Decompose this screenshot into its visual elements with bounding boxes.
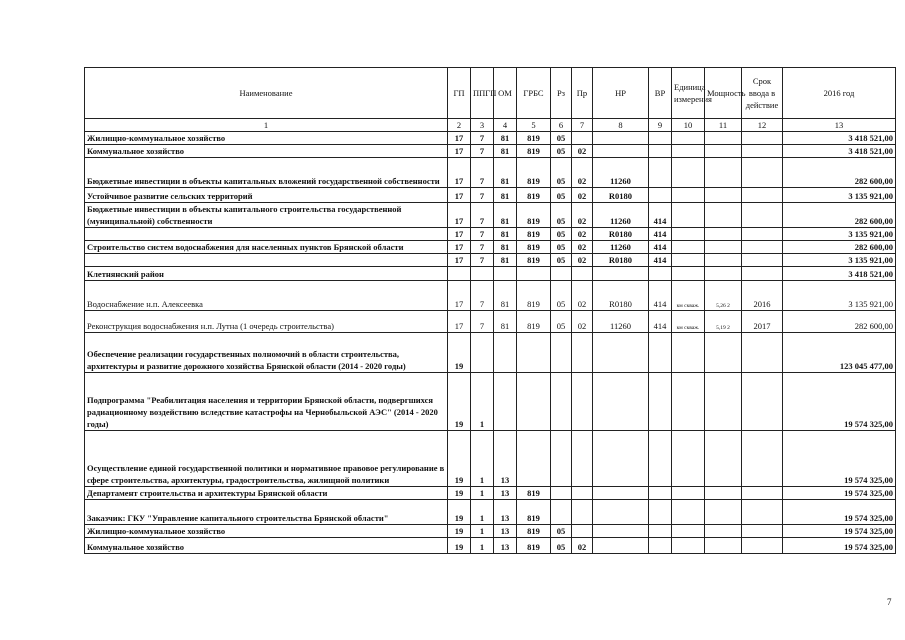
- cell-om: 13: [494, 538, 517, 554]
- cell-nr: [593, 145, 649, 158]
- cell-rz: 05: [551, 254, 572, 267]
- row-name: Коммунальное хозяйство: [85, 538, 448, 554]
- cell-om: 81: [494, 254, 517, 267]
- cell-term: [742, 145, 783, 158]
- cell-ppg: 7: [471, 311, 494, 333]
- row-name: Обеспечение реализации государственных полномочий в области строительства, архитектуры и развитие дорожного хозяйства Брянской области (2014 - 2020 годы): [85, 333, 448, 373]
- cell-ppg: 7: [471, 158, 494, 188]
- cell-vr: [649, 500, 672, 525]
- cell-grbs: 819: [517, 132, 551, 145]
- cell-pr: [572, 500, 593, 525]
- cell-power: 5,26 2: [705, 281, 742, 311]
- cell-vr: [649, 267, 672, 281]
- cell-rz: [551, 431, 572, 487]
- cell-gp: 17: [448, 132, 471, 145]
- header-vr: ВР: [649, 68, 672, 119]
- cell-nr: [593, 500, 649, 525]
- cell-vr: 414: [649, 228, 672, 241]
- header-power: Мощность: [705, 68, 742, 119]
- cell-unit: [672, 158, 705, 188]
- cell-ppg: 1: [471, 500, 494, 525]
- cell-grbs: [517, 431, 551, 487]
- col-number: 9: [649, 119, 672, 132]
- row-name: Бюджетные инвестиции в объекты капитальных вложений государственной собственности: [85, 158, 448, 188]
- cell-pr: 02: [572, 281, 593, 311]
- cell-om: 81: [494, 188, 517, 203]
- cell-rz: 05: [551, 145, 572, 158]
- table-row: [85, 267, 896, 281]
- cell-rz: [551, 333, 572, 373]
- cell-rz: 05: [551, 188, 572, 203]
- cell-grbs: 819: [517, 538, 551, 554]
- cell-vr: 414: [649, 281, 672, 311]
- cell-vr: 414: [649, 241, 672, 254]
- cell-ppg: 1: [471, 487, 494, 500]
- cell-om: 81: [494, 281, 517, 311]
- cell-rz: 05: [551, 281, 572, 311]
- cell-term: 2017: [742, 311, 783, 333]
- col-number: 12: [742, 119, 783, 132]
- cell-vr: [649, 525, 672, 538]
- cell-om: 13: [494, 525, 517, 538]
- cell-rz: 05: [551, 132, 572, 145]
- cell-amount: 19 574 325,00: [783, 538, 896, 554]
- cell-grbs: 819: [517, 188, 551, 203]
- cell-gp: 19: [448, 333, 471, 373]
- table-row: [85, 311, 896, 333]
- table-row: [85, 500, 896, 525]
- cell-amount: 3 135 921,00: [783, 281, 896, 311]
- cell-om: [494, 333, 517, 373]
- cell-power: [705, 228, 742, 241]
- cell-om: 81: [494, 132, 517, 145]
- cell-term: [742, 525, 783, 538]
- cell-nr: [593, 525, 649, 538]
- col-number: 13: [783, 119, 896, 132]
- cell-power: [705, 500, 742, 525]
- cell-pr: [572, 487, 593, 500]
- cell-nr: R0180: [593, 254, 649, 267]
- cell-ppg: 7: [471, 241, 494, 254]
- cell-ppg: 7: [471, 254, 494, 267]
- cell-nr: 11260: [593, 311, 649, 333]
- header-year: 2016 год: [783, 68, 896, 119]
- cell-gp: 19: [448, 431, 471, 487]
- cell-power: [705, 373, 742, 431]
- cell-unit: [672, 267, 705, 281]
- cell-pr: [572, 431, 593, 487]
- row-name: Осуществление единой государственной политики и нормативное правовое регулирование в сфере строительства, архитектуры, градостроительства, жилищной политики: [85, 431, 448, 487]
- cell-grbs: 819: [517, 228, 551, 241]
- row-name: Коммунальное хозяйство: [85, 145, 448, 158]
- cell-rz: 05: [551, 203, 572, 228]
- header-pr: Пр: [572, 68, 593, 119]
- cell-rz: 05: [551, 241, 572, 254]
- header-grbs: ГРБС: [517, 68, 551, 119]
- cell-term: [742, 228, 783, 241]
- table-row: [85, 241, 896, 254]
- cell-power: [705, 333, 742, 373]
- header-nr: НР: [593, 68, 649, 119]
- cell-term: [742, 487, 783, 500]
- cell-ppg: [471, 333, 494, 373]
- cell-rz: 05: [551, 311, 572, 333]
- cell-pr: 02: [572, 228, 593, 241]
- cell-om: 81: [494, 241, 517, 254]
- cell-gp: 17: [448, 158, 471, 188]
- cell-term: [742, 373, 783, 431]
- cell-rz: 05: [551, 228, 572, 241]
- cell-pr: 02: [572, 254, 593, 267]
- col-number: 10: [672, 119, 705, 132]
- header-ppg: ППГП: [471, 68, 494, 119]
- cell-om: 81: [494, 203, 517, 228]
- cell-ppg: 7: [471, 281, 494, 311]
- cell-pr: 02: [572, 158, 593, 188]
- cell-amount: 282 600,00: [783, 311, 896, 333]
- cell-unit: [672, 241, 705, 254]
- col-number: 4: [494, 119, 517, 132]
- cell-rz: 05: [551, 525, 572, 538]
- table-row: [85, 145, 896, 158]
- cell-term: [742, 500, 783, 525]
- cell-nr: 11260: [593, 158, 649, 188]
- cell-grbs: 819: [517, 158, 551, 188]
- cell-term: [742, 538, 783, 554]
- cell-gp: 19: [448, 487, 471, 500]
- cell-gp: 19: [448, 500, 471, 525]
- cell-power: [705, 431, 742, 487]
- cell-nr: R0180: [593, 228, 649, 241]
- cell-gp: 17: [448, 281, 471, 311]
- header-om: ОМ: [494, 68, 517, 119]
- cell-om: 81: [494, 158, 517, 188]
- cell-term: [742, 158, 783, 188]
- row-name: Подпрограмма "Реабилитация населения и территории Брянской области, подвергшихся радиационному воздействию вследствие катастрофы на Чернобыльской АЭС" (2014 - 2020 годы): [85, 373, 448, 431]
- cell-gp: 17: [448, 228, 471, 241]
- cell-ppg: 1: [471, 373, 494, 431]
- cell-om: 13: [494, 431, 517, 487]
- cell-om: 13: [494, 500, 517, 525]
- cell-ppg: [471, 267, 494, 281]
- cell-unit: [672, 500, 705, 525]
- row-name: Устойчивое развитие сельских территорий: [85, 188, 448, 203]
- cell-amount: 19 574 325,00: [783, 431, 896, 487]
- cell-amount: 19 574 325,00: [783, 373, 896, 431]
- cell-power: [705, 525, 742, 538]
- cell-pr: 02: [572, 311, 593, 333]
- cell-vr: [649, 132, 672, 145]
- cell-amount: 3 135 921,00: [783, 228, 896, 241]
- cell-amount: 19 574 325,00: [783, 500, 896, 525]
- cell-gp: 17: [448, 188, 471, 203]
- cell-gp: 17: [448, 241, 471, 254]
- cell-nr: R0180: [593, 188, 649, 203]
- cell-pr: 02: [572, 188, 593, 203]
- cell-nr: [593, 487, 649, 500]
- cell-grbs: 819: [517, 241, 551, 254]
- cell-gp: 19: [448, 525, 471, 538]
- cell-gp: 19: [448, 538, 471, 554]
- cell-ppg: 7: [471, 132, 494, 145]
- cell-vr: [649, 373, 672, 431]
- row-name: Заказчик: ГКУ "Управление капитального строительства Брянской области": [85, 500, 448, 525]
- cell-term: [742, 203, 783, 228]
- cell-grbs: 819: [517, 525, 551, 538]
- cell-ppg: 1: [471, 525, 494, 538]
- cell-nr: R0180: [593, 281, 649, 311]
- cell-unit: [672, 132, 705, 145]
- column-number-row: [85, 119, 896, 132]
- col-number: 5: [517, 119, 551, 132]
- cell-term: [742, 267, 783, 281]
- table-row: [85, 203, 896, 228]
- row-name: Жилищно-коммунальное хозяйство: [85, 132, 448, 145]
- cell-vr: 414: [649, 311, 672, 333]
- cell-vr: 414: [649, 254, 672, 267]
- cell-unit: [672, 525, 705, 538]
- cell-grbs: [517, 267, 551, 281]
- row-name: Жилищно-коммунальное хозяйство: [85, 525, 448, 538]
- col-number: 3: [471, 119, 494, 132]
- cell-unit: [672, 487, 705, 500]
- cell-ppg: 7: [471, 203, 494, 228]
- cell-unit: [672, 254, 705, 267]
- cell-om: 81: [494, 228, 517, 241]
- cell-gp: [448, 267, 471, 281]
- col-number: 1: [85, 119, 448, 132]
- cell-pr: [572, 132, 593, 145]
- cell-unit: [672, 373, 705, 431]
- cell-pr: 02: [572, 538, 593, 554]
- cell-unit: [672, 203, 705, 228]
- cell-grbs: [517, 373, 551, 431]
- cell-pr: 02: [572, 145, 593, 158]
- cell-vr: [649, 145, 672, 158]
- row-name: Бюджетные инвестиции в объекты капитального строительства государственной (муниципальной) собственности: [85, 203, 448, 228]
- cell-pr: 02: [572, 241, 593, 254]
- cell-vr: [649, 158, 672, 188]
- cell-nr: 11260: [593, 203, 649, 228]
- budget-table: [84, 67, 896, 554]
- cell-term: [742, 132, 783, 145]
- cell-power: [705, 254, 742, 267]
- cell-vr: [649, 333, 672, 373]
- header-row: [85, 68, 896, 119]
- table-row: [85, 487, 896, 500]
- cell-gp: 17: [448, 311, 471, 333]
- cell-term: [742, 333, 783, 373]
- table-row: [85, 373, 896, 431]
- cell-om: [494, 373, 517, 431]
- cell-ppg: 7: [471, 188, 494, 203]
- cell-om: 81: [494, 311, 517, 333]
- row-name: Департамент строительства и архитектуры Брянской области: [85, 487, 448, 500]
- cell-pr: [572, 525, 593, 538]
- cell-nr: [593, 538, 649, 554]
- cell-grbs: 819: [517, 281, 551, 311]
- table-row: [85, 132, 896, 145]
- row-name: [85, 228, 448, 241]
- cell-power: [705, 203, 742, 228]
- cell-unit: [672, 538, 705, 554]
- header-rz: Рз: [551, 68, 572, 119]
- cell-unit: км скваж.: [672, 281, 705, 311]
- cell-om: [494, 267, 517, 281]
- col-number: 6: [551, 119, 572, 132]
- cell-gp: 17: [448, 254, 471, 267]
- cell-grbs: 819: [517, 311, 551, 333]
- header-term: Срок ввода в действие: [742, 68, 783, 119]
- cell-rz: 05: [551, 158, 572, 188]
- cell-rz: [551, 267, 572, 281]
- cell-grbs: 819: [517, 145, 551, 158]
- cell-vr: [649, 538, 672, 554]
- cell-power: [705, 158, 742, 188]
- cell-nr: [593, 333, 649, 373]
- cell-amount: 3 418 521,00: [783, 145, 896, 158]
- cell-unit: [672, 145, 705, 158]
- cell-term: [742, 241, 783, 254]
- cell-term: [742, 254, 783, 267]
- cell-unit: [672, 431, 705, 487]
- col-number: 11: [705, 119, 742, 132]
- table-row: [85, 525, 896, 538]
- cell-amount: 3 418 521,00: [783, 267, 896, 281]
- cell-ppg: 1: [471, 538, 494, 554]
- col-number: 7: [572, 119, 593, 132]
- col-number: 8: [593, 119, 649, 132]
- cell-gp: 17: [448, 145, 471, 158]
- cell-unit: [672, 228, 705, 241]
- cell-vr: 414: [649, 203, 672, 228]
- cell-grbs: 819: [517, 254, 551, 267]
- col-number: 2: [448, 119, 471, 132]
- cell-amount: 282 600,00: [783, 241, 896, 254]
- cell-rz: 05: [551, 538, 572, 554]
- table-row: [85, 431, 896, 487]
- cell-ppg: 1: [471, 431, 494, 487]
- cell-term: [742, 188, 783, 203]
- cell-rz: [551, 373, 572, 431]
- header-unit: Единица измерения: [672, 68, 705, 119]
- cell-power: 5,19 2: [705, 311, 742, 333]
- cell-pr: [572, 333, 593, 373]
- table-row: [85, 538, 896, 554]
- cell-term: [742, 431, 783, 487]
- cell-nr: 11260: [593, 241, 649, 254]
- header-name: Наименование: [85, 68, 448, 119]
- table-row: [85, 254, 896, 267]
- cell-om: 13: [494, 487, 517, 500]
- cell-amount: 3 135 921,00: [783, 254, 896, 267]
- cell-pr: [572, 373, 593, 431]
- row-name: Клетнянский район: [85, 267, 448, 281]
- cell-amount: 282 600,00: [783, 158, 896, 188]
- cell-grbs: [517, 333, 551, 373]
- row-name: Реконструкция водоснабжения н.п. Лутна (1 очередь строительства): [85, 311, 448, 333]
- cell-amount: 3 135 921,00: [783, 188, 896, 203]
- cell-vr: [649, 188, 672, 203]
- cell-rz: [551, 487, 572, 500]
- cell-nr: [593, 431, 649, 487]
- cell-grbs: 819: [517, 487, 551, 500]
- table-row: [85, 158, 896, 188]
- cell-rz: [551, 500, 572, 525]
- cell-ppg: 7: [471, 145, 494, 158]
- row-name: Строительство систем водоснабжения для населенных пунктов Брянской области: [85, 241, 448, 254]
- cell-nr: [593, 267, 649, 281]
- cell-amount: 19 574 325,00: [783, 525, 896, 538]
- cell-unit: км скваж.: [672, 311, 705, 333]
- cell-om: 81: [494, 145, 517, 158]
- row-name: Водоснабжение н.п. Алексеевка: [85, 281, 448, 311]
- cell-amount: 282 600,00: [783, 203, 896, 228]
- cell-power: [705, 241, 742, 254]
- cell-vr: [649, 487, 672, 500]
- cell-power: [705, 145, 742, 158]
- cell-grbs: 819: [517, 203, 551, 228]
- cell-vr: [649, 431, 672, 487]
- cell-power: [705, 487, 742, 500]
- cell-term: 2016: [742, 281, 783, 311]
- cell-power: [705, 132, 742, 145]
- cell-nr: [593, 132, 649, 145]
- cell-pr: 02: [572, 203, 593, 228]
- cell-grbs: 819: [517, 500, 551, 525]
- table-row: [85, 281, 896, 311]
- cell-power: [705, 267, 742, 281]
- cell-amount: 19 574 325,00: [783, 487, 896, 500]
- cell-power: [705, 188, 742, 203]
- table-row: [85, 333, 896, 373]
- cell-gp: 19: [448, 373, 471, 431]
- page-number: 7: [887, 597, 892, 607]
- cell-gp: 17: [448, 203, 471, 228]
- row-name: [85, 254, 448, 267]
- table-row: [85, 188, 896, 203]
- table-row: [85, 228, 896, 241]
- cell-unit: [672, 333, 705, 373]
- header-gp: ГП: [448, 68, 471, 119]
- cell-amount: 123 045 477,00: [783, 333, 896, 373]
- cell-ppg: 7: [471, 228, 494, 241]
- cell-unit: [672, 188, 705, 203]
- cell-amount: 3 418 521,00: [783, 132, 896, 145]
- cell-nr: [593, 373, 649, 431]
- cell-power: [705, 538, 742, 554]
- cell-pr: [572, 267, 593, 281]
